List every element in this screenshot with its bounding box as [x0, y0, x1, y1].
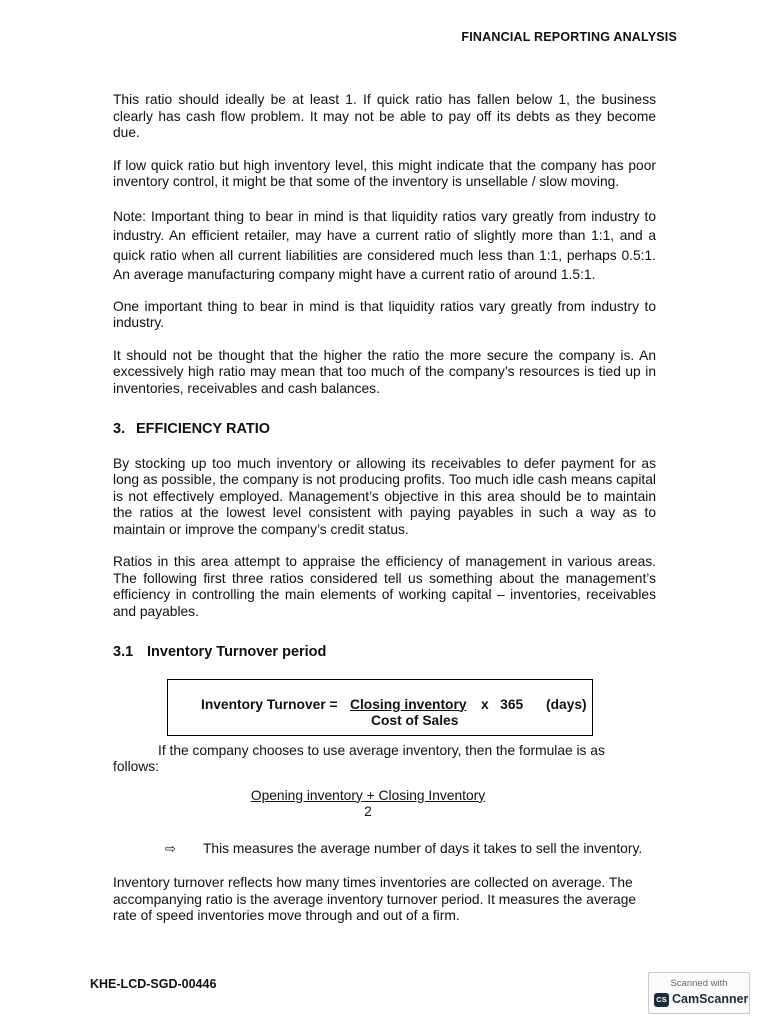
document-body	[113, 92, 656, 941]
scanned-with-label: Scanned with	[670, 978, 728, 989]
camscanner-badge	[648, 972, 750, 1014]
bullet-item	[165, 841, 656, 858]
paragraph-inventory-turnover: Inventory turnover reflects how many times inventories are collected on average. The accompanying ratio is the average inventory turnover period. It measures the average rate of speed inventories move through and out of a firm.	[113, 875, 637, 923]
formula-numerator: Closing inventory	[350, 696, 467, 712]
page-header-title: FINANCIAL REPORTING ANALYSIS	[461, 30, 677, 44]
average-formula-denominator: 2	[364, 804, 372, 819]
subsection-title: Inventory Turnover period	[147, 644, 327, 660]
section-number: 3.	[113, 421, 126, 437]
camscanner-brand: CamScanner	[672, 992, 749, 1006]
paragraph-liquidity: One important thing to bear in mind is that liquidity ratios vary greatly from industry to industry.	[113, 298, 656, 330]
formula-multiplier: x 365	[481, 696, 524, 712]
formula-denominator: Cost of Sales	[371, 712, 459, 728]
formula-unit: (days)	[546, 696, 587, 712]
paragraph-efficiency-1: By stocking up too much inventory or allowing its receivables to defer payment for as long as possible, the company is not producing profits. Too much idle cash means capital is not effectively employed. Management’s objective in this area should be to maintain the ratios at the lowest level consistent with paying payables in such a way as to maintain or improve the company’s credit status.	[113, 455, 656, 537]
formula-label: Inventory Turnover =	[201, 696, 338, 712]
paragraph-average-intro: If the company chooses to use average inventory, then the formulae is as follows:	[113, 742, 605, 774]
average-inventory-formula	[113, 788, 623, 821]
paragraph-note: Note: Important thing to bear in mind is that liquidity ratios vary greatly from industry to industry. An efficient retailer, may have a current ratio of slightly more than 1:1, and a quick ratio when all current liabilities are considered much less than 1:1, perhaps 0.5:1. An average manufacturing company might have a current ratio of around 1.5:1.	[113, 208, 656, 282]
subsection-heading-inventory	[113, 644, 656, 661]
document-code: KHE-LCD-SGD-00446	[90, 977, 217, 991]
formula-box	[167, 679, 593, 736]
paragraph-quick-ratio: This ratio should ideally be at least 1. If quick ratio has fallen below 1, the business clearly has cash flow problem. It may not be able to pay off its debts as they become due.	[113, 92, 656, 140]
section-title: EFFICIENCY RATIO	[136, 421, 270, 437]
arrow-right-icon: ⇨	[165, 840, 176, 856]
camscanner-logo-icon: CS	[654, 993, 669, 1007]
section-heading-efficiency	[113, 421, 656, 438]
paragraph-inventory-control: If low quick ratio but high inventory level, this might indicate that the company has poor inventory control, it might be that some of the inventory is unsellable / slow moving.	[113, 157, 656, 189]
paragraph-high-ratio: It should not be thought that the higher the ratio the more secure the company is. An excessively high ratio may mean that too much of the company’s resources is tied up in inventories, receivables and cash balances.	[113, 347, 656, 396]
bullet-text: This measures the average number of days it takes to sell the inventory.	[203, 840, 643, 856]
subsection-number: 3.1	[113, 644, 134, 660]
average-formula-numerator: Opening inventory + Closing Inventory	[250, 787, 486, 803]
paragraph-efficiency-2: Ratios in this area attempt to appraise the efficiency of management in various areas. The following first three ratios considered tell us something about the management’s efficiency in controlling the main elements of working capital – inventories, receivables and payables.	[113, 554, 656, 619]
